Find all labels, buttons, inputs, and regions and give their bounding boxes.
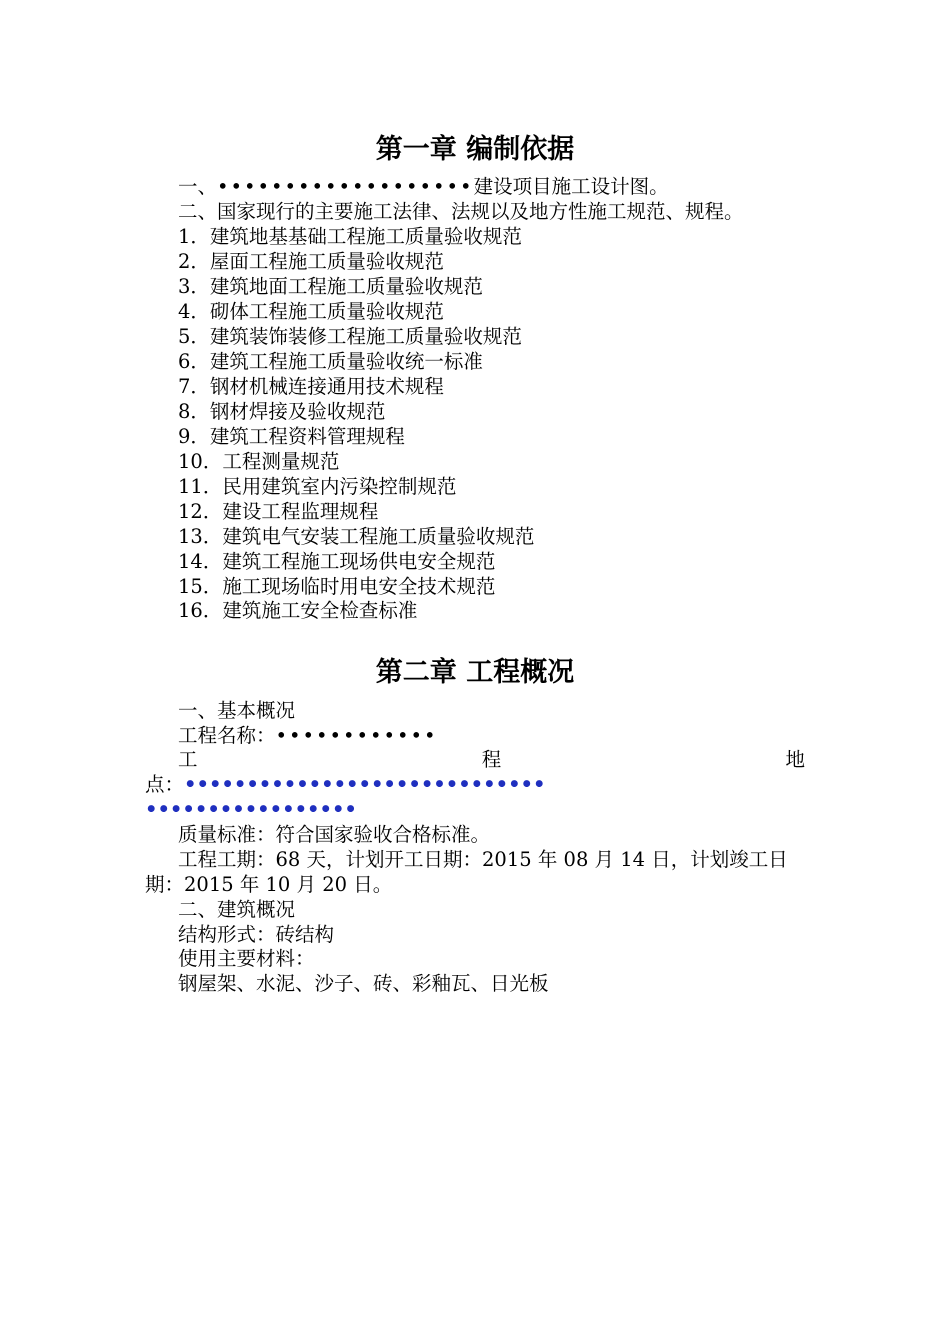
standard-list-item: 13．建筑电气安装工程施工质量验收规范 <box>178 525 535 548</box>
standard-list-item: 3．建筑地面工程施工质量验收规范 <box>178 275 483 298</box>
basis-item-2: 二、国家现行的主要施工法律、法规以及地方性施工规范、规程。 <box>178 200 744 223</box>
standard-list-item: 4．砌体工程施工质量验收规范 <box>178 300 444 323</box>
location-char: 地 <box>785 748 805 771</box>
duration-line-2: 期：2015 年 10 月 20 日。 <box>145 873 393 896</box>
project-name-label: 工程名称： <box>178 724 276 747</box>
redacted-dots-blue: ••••••••••••••••• <box>145 798 357 821</box>
quality-standard: 质量标准：符合国家验收合格标准。 <box>178 823 491 846</box>
standard-list-item: 2．屋面工程施工质量验收规范 <box>178 250 444 273</box>
basis-item-1 <box>178 174 669 199</box>
redacted-dots: ••••••••••••••••••• <box>217 175 474 198</box>
standard-list-item: 14．建筑工程施工现场供电安全规范 <box>178 550 496 573</box>
materials-list: 钢屋架、水泥、沙子、砖、彩釉瓦、日光板 <box>178 972 549 995</box>
chapter2-title: 第二章 工程概况 <box>375 657 575 688</box>
project-name-line <box>178 723 438 748</box>
standard-list-item: 9．建筑工程资料管理规程 <box>178 425 405 448</box>
standard-list-item: 1．建筑地基基础工程施工质量验收规范 <box>178 225 522 248</box>
location-char: 程 <box>481 748 502 771</box>
standard-list-item: 8．钢材焊接及验收规范 <box>178 400 386 423</box>
structure-type: 结构形式：砖结构 <box>178 923 335 946</box>
basis-item-1-suffix: 建设项目施工设计图。 <box>473 175 669 198</box>
redacted-dots: •••••••••••• <box>275 724 438 747</box>
chapter1-title: 第一章 编制依据 <box>375 134 575 165</box>
project-location-value-line <box>145 772 805 797</box>
standard-list-item: 5．建筑装饰装修工程施工质量验收规范 <box>178 325 522 348</box>
standard-list-item: 10．工程测量规范 <box>178 450 340 473</box>
project-location-line <box>145 747 805 772</box>
standard-list-item: 6．建筑工程施工质量验收统一标准 <box>178 350 483 373</box>
basis-item-1-prefix: 一、 <box>178 175 218 198</box>
location-char: 工 <box>178 748 198 771</box>
standard-list-item: 15．施工现场临时用电安全技术规范 <box>178 575 496 598</box>
materials-label: 使用主要材料： <box>178 947 315 970</box>
basic-overview-heading: 一、基本概况 <box>178 699 296 722</box>
project-location-value-line2 <box>145 797 805 822</box>
redacted-dots-blue: ••••••••••••••••••••••••••••• <box>184 773 546 796</box>
standard-list-item: 16．建筑施工安全检查标准 <box>178 599 418 622</box>
location-label-end: 点： <box>145 773 185 796</box>
duration-line-1: 工程工期：68 天，计划开工日期：2015 年 08 月 14 日，计划竣工日 <box>178 848 788 871</box>
standard-list-item: 7．钢材机械连接通用技术规程 <box>178 375 444 398</box>
standard-list-item: 11．民用建筑室内污染控制规范 <box>178 475 457 498</box>
standard-list-item: 12．建设工程监理规程 <box>178 500 379 523</box>
building-overview-heading: 二、建筑概况 <box>178 898 296 921</box>
